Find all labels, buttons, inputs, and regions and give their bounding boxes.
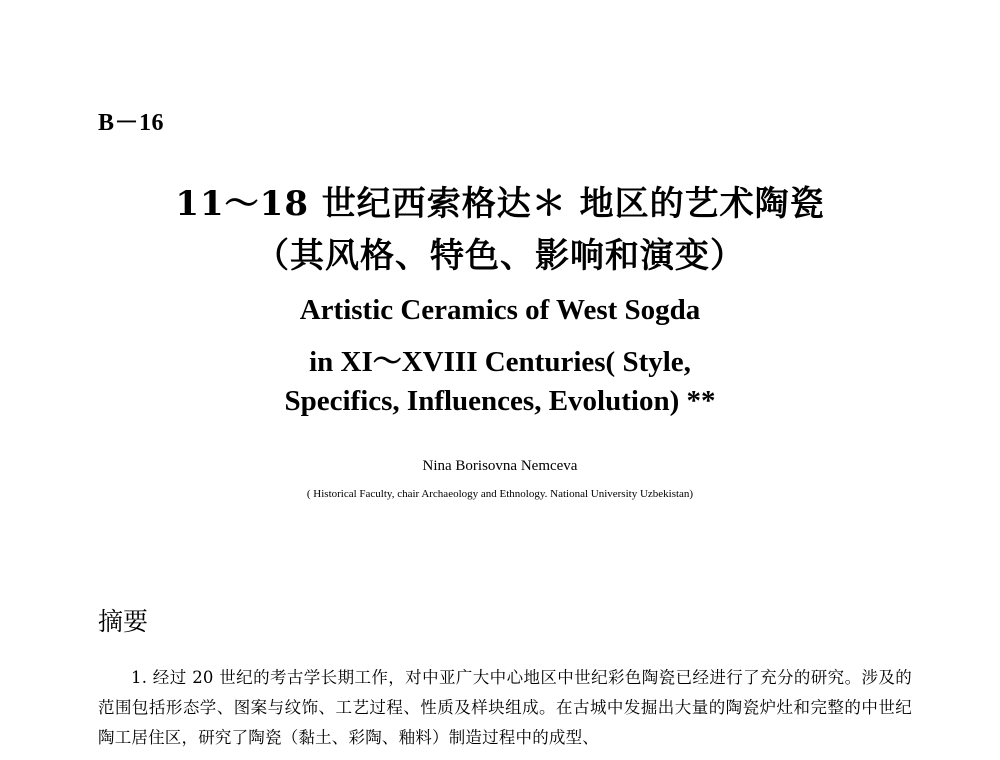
abstract-heading: 摘要	[98, 607, 149, 636]
title-chinese-line-1: 11～18 世纪西索格达＊ 地区的艺术陶瓷	[175, 184, 825, 224]
title-chinese-line-2: （其风格、特色、影响和演变）	[255, 236, 745, 276]
title-english-line-2: in XI～XVIII Centuries( Style,	[309, 346, 691, 378]
author-name: Nina Borisovna Nemceva	[422, 458, 578, 474]
title-english-line-1: Artistic Ceramics of West Sogda	[299, 294, 701, 326]
abstract-paragraph: 1. 经过 20 世纪的考古学长期工作，对中亚广大中心地区中世纪彩色陶瓷已经进行了充分的研究。涉及的范围包括形态学、图案与纹饰、工艺过程、性质及样块组成。在古城中发掘出大量的陶瓷炉灶和完整的中世纪陶工居住区，研究了陶瓷（黏土、彩陶、釉料）制造过程中的成型、	[98, 668, 912, 747]
title-english-line-3: Specifics, Influences, Evolution) **	[284, 385, 716, 417]
author-affiliation: ( Historical Faculty, chair Archaeology and Ethnology. National University Uzbekistan)	[306, 488, 694, 500]
paper-code: B－16	[98, 110, 165, 136]
